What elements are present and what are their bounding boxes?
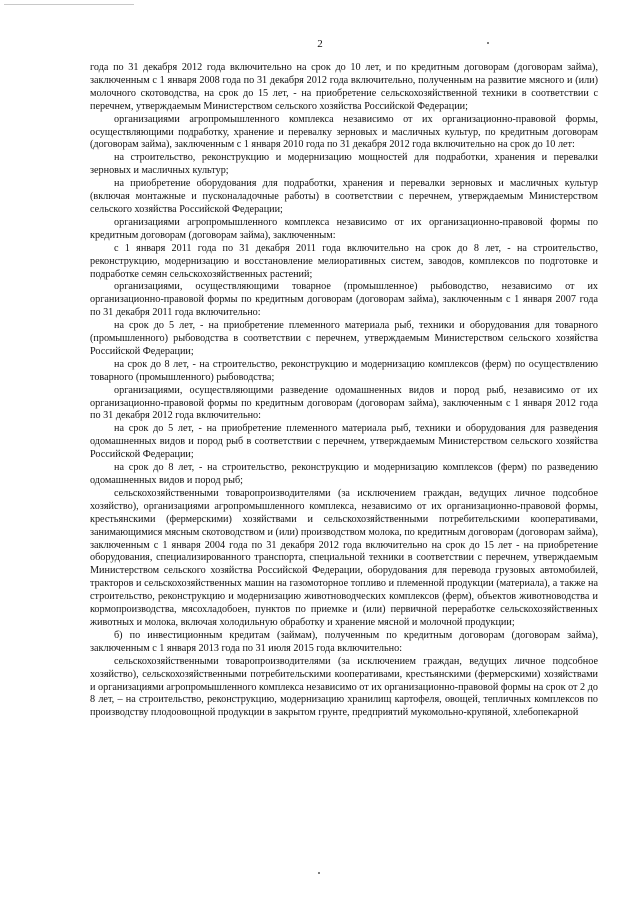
paragraph: организациями агропромышленного комплекса независимо от их организационно-правовой формы, осуществляющими подработку, хранение и перевалку зерновых и масличных культур, по кредитным договорам (договорам займа), заключенным с 1 января 2010 года по 31 декабря 2012 года включительно на срок до 10 лет: [90, 113, 598, 151]
paragraph: на срок до 5 лет, - на приобретение племенного материала рыб, техники и оборудования для товарного (промышленного) рыбоводства в соответствии с перечнем, утверждаемым Министерством сельского хозяйства Российской Федерации; [90, 320, 598, 357]
paragraph: на срок до 8 лет, - на строительство, реконструкцию и модернизацию комплексов (ферм) по осуществлению товарного (промышленного) рыбоводства; [90, 358, 598, 383]
paragraph: года по 31 декабря 2012 года включительно на срок до 10 лет, и по кредитным договорам (договорам займа), заключенным с 1 января 2008 года по 31 декабря 2012 года включительно, полученным на развитие мясного и (или) молочного скотоводства, на срок до 15 лет, - на приобретение сельскохозяйственной техники в соответствии с перечнем, утверждаемым Министерством сельского хозяйства Российской Федерации; [90, 62, 598, 112]
paragraph: сельскохозяйственными товаропроизводителями (за исключением граждан, ведущих личное подсобное хозяйство), организациями агропромышленного комплекса, независимо от их организационно-правовой формы, крестьянскими (фермерскими) хозяйствами и сельскохозяйственными потребительскими кооперативами, занимающимися мясным скотоводством и (или) производством молока, по кредитным договорам (договорам займа), заключенным с 1 января 2004 года по 31 декабря 2012 года включительно на срок до 15 лет - на приобретение оборудования, специализированного транспорта, специальной техники в соответствии с перечнем, утверждаемым Министерством сельского хозяйства Российской Федерации, оборудования для перевода грузовых автомобилей, тракторов и сельскохозяйственных машин на газомоторное топливо и племенной продукции (материала), а также на строительство, реконструкцию и модернизацию животноводческих комплексов (ферм), объектов животноводства и кормопроизводства, мясохладобоен, пунктов по приемке и (или) первичной переработке сельскохозяйственных животных и молока, включая холодильную обработку и хранение мясной и молочной продукции; [90, 487, 598, 628]
paragraph: сельскохозяйственными товаропроизводителями (за исключением граждан, ведущих личное подсобное хозяйство), сельскохозяйственными потребительскими кооперативами, крестьянскими (фермерскими) хозяйствами и организациями агропромышленного комплекса независимо от их организационно-правовой формы на срок от 2 до 8 лет, – на строительство, реконструкцию, модернизацию хранилищ картофеля, овощей, тепличных комплексов по производству плодоовощной продукции в закрытом грунте, предприятий мукомольно-крупяной, хлебопекарной [90, 655, 598, 719]
paragraph: организациями, осуществляющими разведение одомашненных видов и пород рыб, независимо от их организационно-правовой формы по кредитным договорам (договорам займа), заключенным с 1 января 2012 года по 31 декабря 2012 года включительно: [90, 384, 598, 422]
paragraph: на срок до 5 лет, - на приобретение племенного материала рыб, техники и оборудования для разведения одомашненных видов и пород рыб в соответствии с перечнем, утверждаемым Министерством сельского хозяйства Российской Федерации; [90, 423, 598, 461]
paragraph: на строительство, реконструкцию и модернизацию мощностей для подработки, хранения и перевалки зерновых и масличных культур; [90, 152, 598, 177]
paragraph: б) по инвестиционным кредитам (займам), полученным по кредитным договорам (договорам займа), заключенным с 1 января 2013 года по 31 июля 2015 года включительно: [90, 629, 598, 654]
document-body [90, 62, 598, 720]
scan-artifact-dot [318, 872, 320, 874]
paragraph: на срок до 8 лет, - на строительство, реконструкцию и модернизацию комплексов (ферм) по разведению одомашненных видов и пород рыб; [90, 462, 598, 486]
paragraph: организациями, осуществляющими товарное (промышленное) рыбоводство, независимо от их организационно-правовой формы по кредитным договорам (договорам займа), заключенным с 1 января 2007 года по 31 декабря 2011 года включительно: [90, 281, 598, 319]
paragraph: на приобретение оборудования для подработки, хранения и перевалки зерновых и масличных культур (включая монтажные и пусконаладочные работы) в соответствии с перечнем, утверждаемым Министерством сельского хозяйства Российской Федерации; [90, 178, 598, 215]
paragraph: организациями агропромышленного комплекса независимо от их организационно-правовой формы по кредитным договорам (договорам займа), заключенным: [90, 216, 598, 241]
paragraph: с 1 января 2011 года по 31 декабря 2011 года включительно на срок до 8 лет, - на строительство, реконструкцию, модернизацию и восстановление мелиоративных систем, заводов, комплексов по подготовке и подработке семян сельскохозяйственных растений; [90, 242, 598, 280]
scan-artifact-line [4, 4, 134, 5]
page-number: 2 [317, 38, 323, 50]
